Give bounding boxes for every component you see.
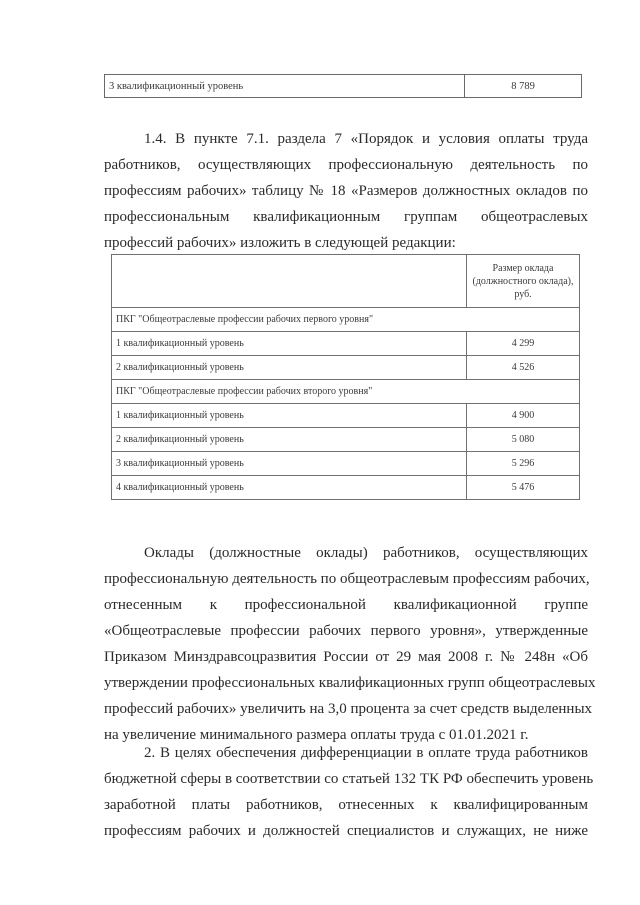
table-row	[112, 332, 580, 356]
paragraph-line: профессиям рабочих и должностей специалистов и служащих, не ниже	[104, 823, 588, 839]
row-label: 1 квалификационный уровень	[112, 332, 467, 356]
row-value: 4 526	[467, 356, 580, 380]
paragraph-line: Оклады (должностные оклады) работников, осуществляющих	[144, 545, 588, 561]
row-value: 5 296	[467, 452, 580, 476]
table-row	[112, 356, 580, 380]
paragraph-line: профессий рабочих» увеличить на 3,0 процента за счет средств выделенных	[104, 701, 593, 717]
section-2-paragraph	[104, 740, 594, 844]
row-value: 5 476	[467, 476, 580, 500]
row-label: 3 квалификационный уровень	[105, 75, 465, 98]
row-label: 2 квалификационный уровень	[112, 428, 467, 452]
paragraph-line: профессиональную деятельность по общеотраслевым профессиям рабочих,	[104, 571, 590, 587]
row-value: 8 789	[465, 75, 582, 98]
paragraph-line: профессиям рабочих» таблицу № 18 «Размеров должностных окладов по	[104, 183, 588, 199]
intro-paragraph	[104, 126, 588, 256]
paragraph-line: бюджетной сферы в соответствии со статьей 132 ТК РФ обеспечить уровень	[104, 771, 594, 787]
row-value: 4 900	[467, 404, 580, 428]
table-row	[112, 428, 580, 452]
paragraph-line: заработной платы работников, отнесенных к квалифицированным	[104, 797, 588, 813]
table-row	[112, 476, 580, 500]
table-group-row	[112, 380, 580, 404]
row-value: 5 080	[467, 428, 580, 452]
salary-table	[111, 254, 580, 500]
paragraph-line: профессий рабочих» изложить в следующей редакции:	[104, 235, 456, 251]
row-label: 3 квалификационный уровень	[112, 452, 467, 476]
paragraph-line: 2. В целях обеспечения дифференциации в оплате труда работников	[144, 745, 588, 761]
paragraph-line: профессиональным квалификационным группам общеотраслевых	[104, 209, 588, 225]
salary-paragraph	[104, 540, 596, 748]
paragraph-line: «Общеотраслевые профессии рабочих первого уровня», утвержденные	[104, 623, 588, 639]
paragraph-line: 1.4. В пункте 7.1. раздела 7 «Порядок и условия оплаты труда	[144, 131, 588, 147]
row-value: 4 299	[467, 332, 580, 356]
paragraph-line: работников, осуществляющих профессиональную деятельность по	[104, 157, 588, 173]
paragraph-line: отнесенным к профессиональной квалификационной группе	[104, 597, 588, 613]
table-header-row	[112, 255, 580, 308]
header-value-cell: Размер оклада (должностного оклада), руб.	[467, 255, 580, 308]
paragraph-line: Приказом Минздравсоцразвития России от 29 мая 2008 г. № 248н «Об	[104, 649, 588, 665]
header-empty-cell	[112, 255, 467, 308]
table-row	[105, 75, 582, 98]
table-group-row	[112, 308, 580, 332]
table-row	[112, 404, 580, 428]
row-label: 2 квалификационный уровень	[112, 356, 467, 380]
paragraph-line: утверждении профессиональных квалификационных групп общеотраслевых	[104, 675, 596, 691]
paragraph-line: на увеличение минимального размера оплаты труда с 01.01.2021 г.	[104, 727, 529, 743]
group-title: ПКГ "Общеотраслевые профессии рабочих второго уровня"	[112, 380, 580, 404]
row-label: 1 квалификационный уровень	[112, 404, 467, 428]
continuation-table	[104, 74, 582, 98]
row-label: 4 квалификационный уровень	[112, 476, 467, 500]
group-title: ПКГ "Общеотраслевые профессии рабочих первого уровня"	[112, 308, 580, 332]
table-row	[112, 452, 580, 476]
